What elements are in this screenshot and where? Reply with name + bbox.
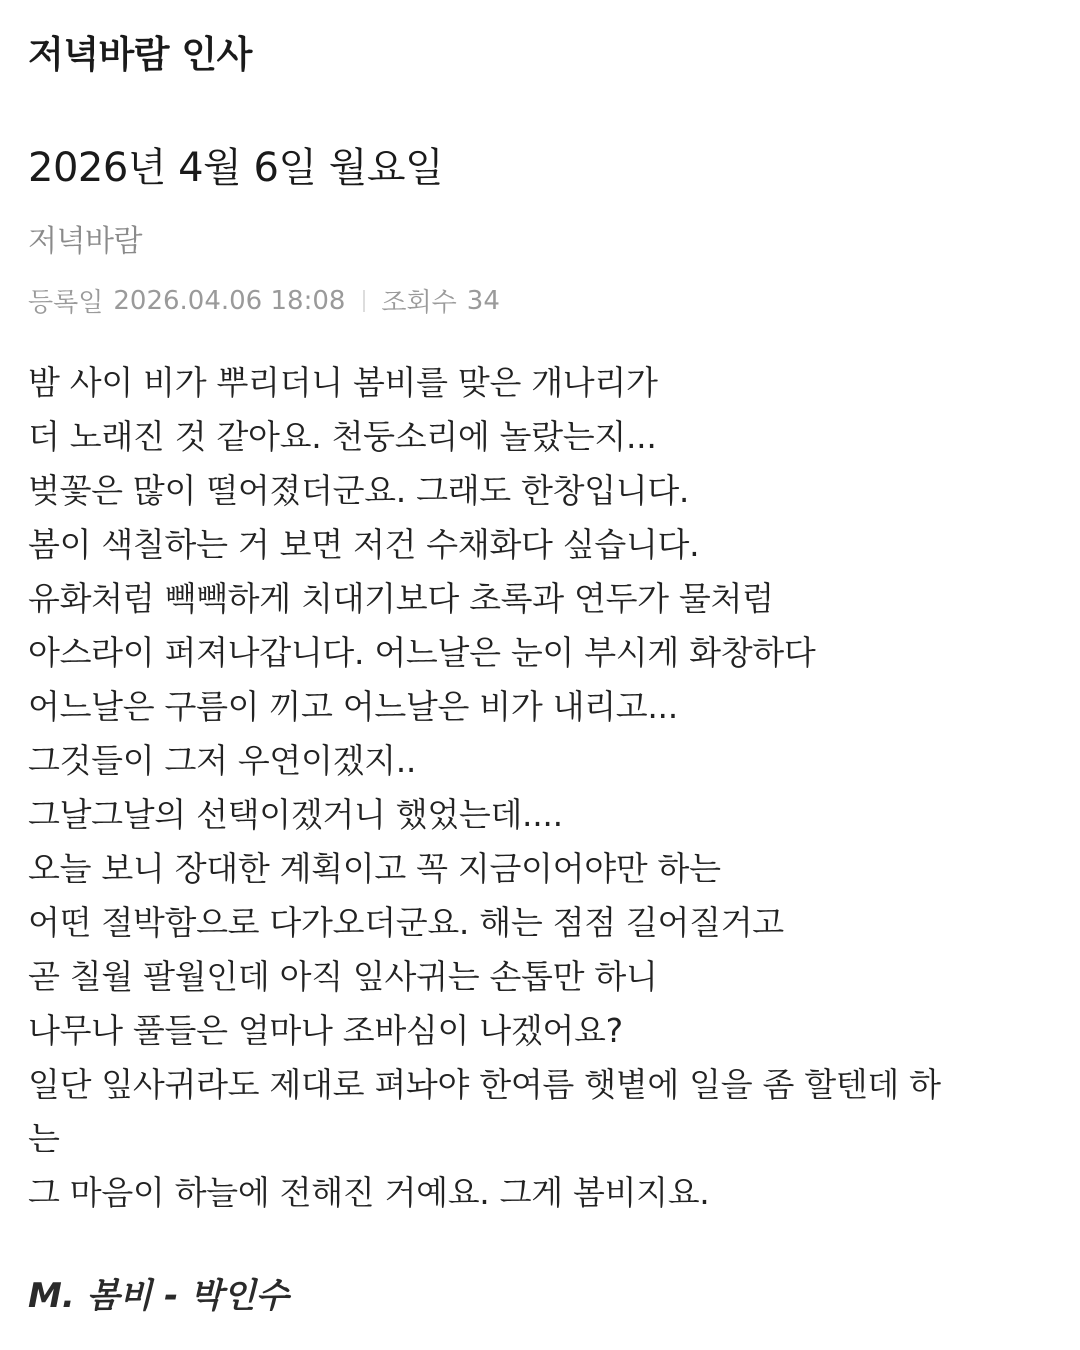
body-line: 봄이 색칠하는 거 보면 저건 수채화다 싶습니다. xyxy=(28,525,700,564)
body-line: 일단 잎사귀라도 제대로 펴놔야 한여름 햇볕에 일을 좀 할텐데 하 xyxy=(28,1065,941,1104)
date-value: 2026.04.06 18:08 xyxy=(113,285,346,316)
post-body xyxy=(28,356,1058,1220)
body-line: 유화처럼 빽빽하게 치대기보다 초록과 연두가 물처럼 xyxy=(28,579,774,618)
body-line: 그것들이 그저 우연이겠지.. xyxy=(28,741,417,780)
body-line: 그 마음이 하늘에 전해진 거예요. 그게 봄비지요. xyxy=(28,1173,710,1212)
views-count: 34 xyxy=(466,285,500,316)
body-line: 아스라이 퍼져나갑니다. 어느날은 눈이 부시게 화창하다 xyxy=(28,633,816,672)
body-line: 는 xyxy=(28,1119,60,1158)
author-name[interactable]: 저녁바람 xyxy=(28,224,142,259)
date-label: 등록일 xyxy=(28,288,104,318)
body-line: 그날그날의 선택이겠거니 했었는데.... xyxy=(28,795,563,834)
body-line: 어떤 절박함으로 다가오더군요. 해는 점점 길어질거고 xyxy=(28,903,784,942)
views-label: 조회수 xyxy=(381,288,457,318)
board-title[interactable]: 저녁바람 인사 xyxy=(28,33,252,76)
post-title: 2026년 4월 6일 월요일 xyxy=(28,145,444,191)
body-line: 벚꽃은 많이 떨어졌더군요. 그래도 한창입니다. xyxy=(28,471,690,510)
post-meta xyxy=(28,282,500,319)
body-line: 오늘 보니 장대한 계획이고 꼭 지금이어야만 하는 xyxy=(28,849,721,888)
song-signature: M. 봄비 - 박인수 xyxy=(28,1276,289,1316)
body-line: 더 노래진 것 같아요. 천둥소리에 놀랐는지... xyxy=(28,417,657,456)
meta-divider xyxy=(363,290,365,312)
body-line: 어느날은 구름이 끼고 어느날은 비가 내리고... xyxy=(28,687,678,726)
body-line: 곧 칠월 팔월인데 아직 잎사귀는 손톱만 하니 xyxy=(28,957,658,996)
body-line: 나무나 풀들은 얼마나 조바심이 나겠어요? xyxy=(28,1011,623,1050)
body-line: 밤 사이 비가 뿌리더니 봄비를 맞은 개나리가 xyxy=(28,363,658,402)
